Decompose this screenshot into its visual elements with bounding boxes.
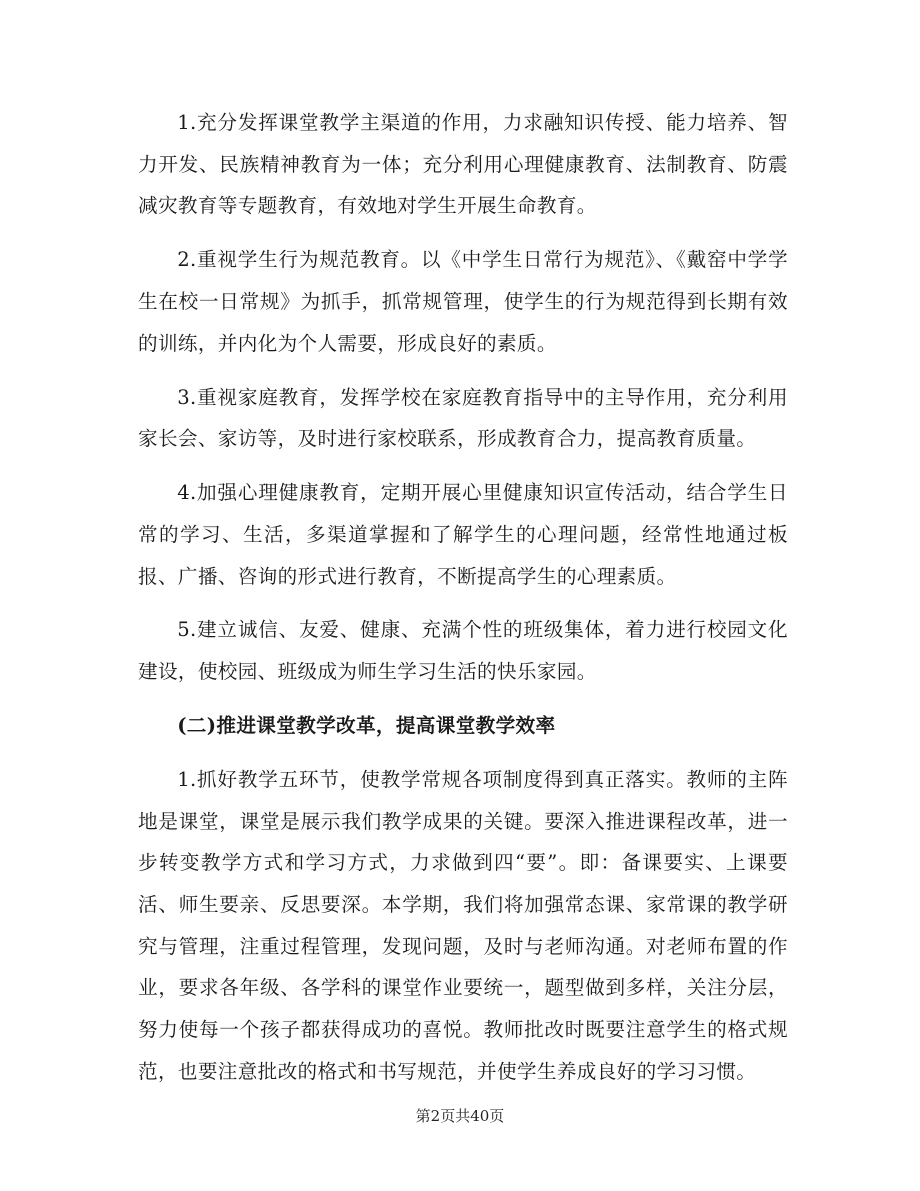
- page-footer: 第2页共40页: [415, 1107, 505, 1125]
- paragraph-item-4: 4.加强心理健康教育，定期开展心里健康知识宣传活动，结合学生日常的学习、生活，多渠道掌握和了解学生的心理问题，经常性地通过板报、广播、咨询的形式进行教育，不断提高学生的心理素质。: [138, 481, 788, 588]
- section-heading: (二)推进课堂教学改革，提高课堂教学效率: [177, 714, 556, 738]
- section-paragraph-1: 1.抓好教学五环节，使教学常规各项制度得到真正落实。教师的主阵地是课堂，课堂是展示我们教学成果的关键。要深入推进课程改革，进一步转变教学方式和学习方式，力求做到四“要”。即：备课要实、上课要活、师生要亲、反思要深。本学期，我们将加强常态课、家常课的教学研究与管理，注重过程管理，发现问题，及时与老师沟通。对老师布置的作业，要求各年级、各学科的课堂作业要统一，题型做到多样，关注分层，努力使每一个孩子都获得成功的喜悦。教师批改时既要注意学生的格式规范，也要注意批改的格式和书写规范，并使学生养成良好的学习习惯。: [138, 767, 788, 1083]
- paragraph-item-3: 3.重视家庭教育，发挥学校在家庭教育指导中的主导作用，充分利用家长会、家访等，及时进行家校联系，形成教育合力，提高教育质量。: [138, 385, 788, 451]
- paragraph-item-2: 2.重视学生行为规范教育。以《中学生日常行为规范》、《戴窑中学学生在校一日常规》为抓手，抓常规管理，使学生的行为规范得到长期有效的训练，并内化为个人需要，形成良好的素质。: [138, 248, 788, 355]
- paragraph-item-5: 5.建立诚信、友爱、健康、充满个性的班级集体，着力进行校园文化建设，使校园、班级成为师生学习生活的快乐家园。: [138, 618, 788, 684]
- paragraph-item-1: 1.充分发挥课堂教学主渠道的作用，力求融知识传授、能力培养、智力开发、民族精神教育为一体；充分利用心理健康教育、法制教育、防震减灾教育等专题教育，有效地对学生开展生命教育。: [138, 111, 788, 218]
- document-body: [138, 102, 788, 1105]
